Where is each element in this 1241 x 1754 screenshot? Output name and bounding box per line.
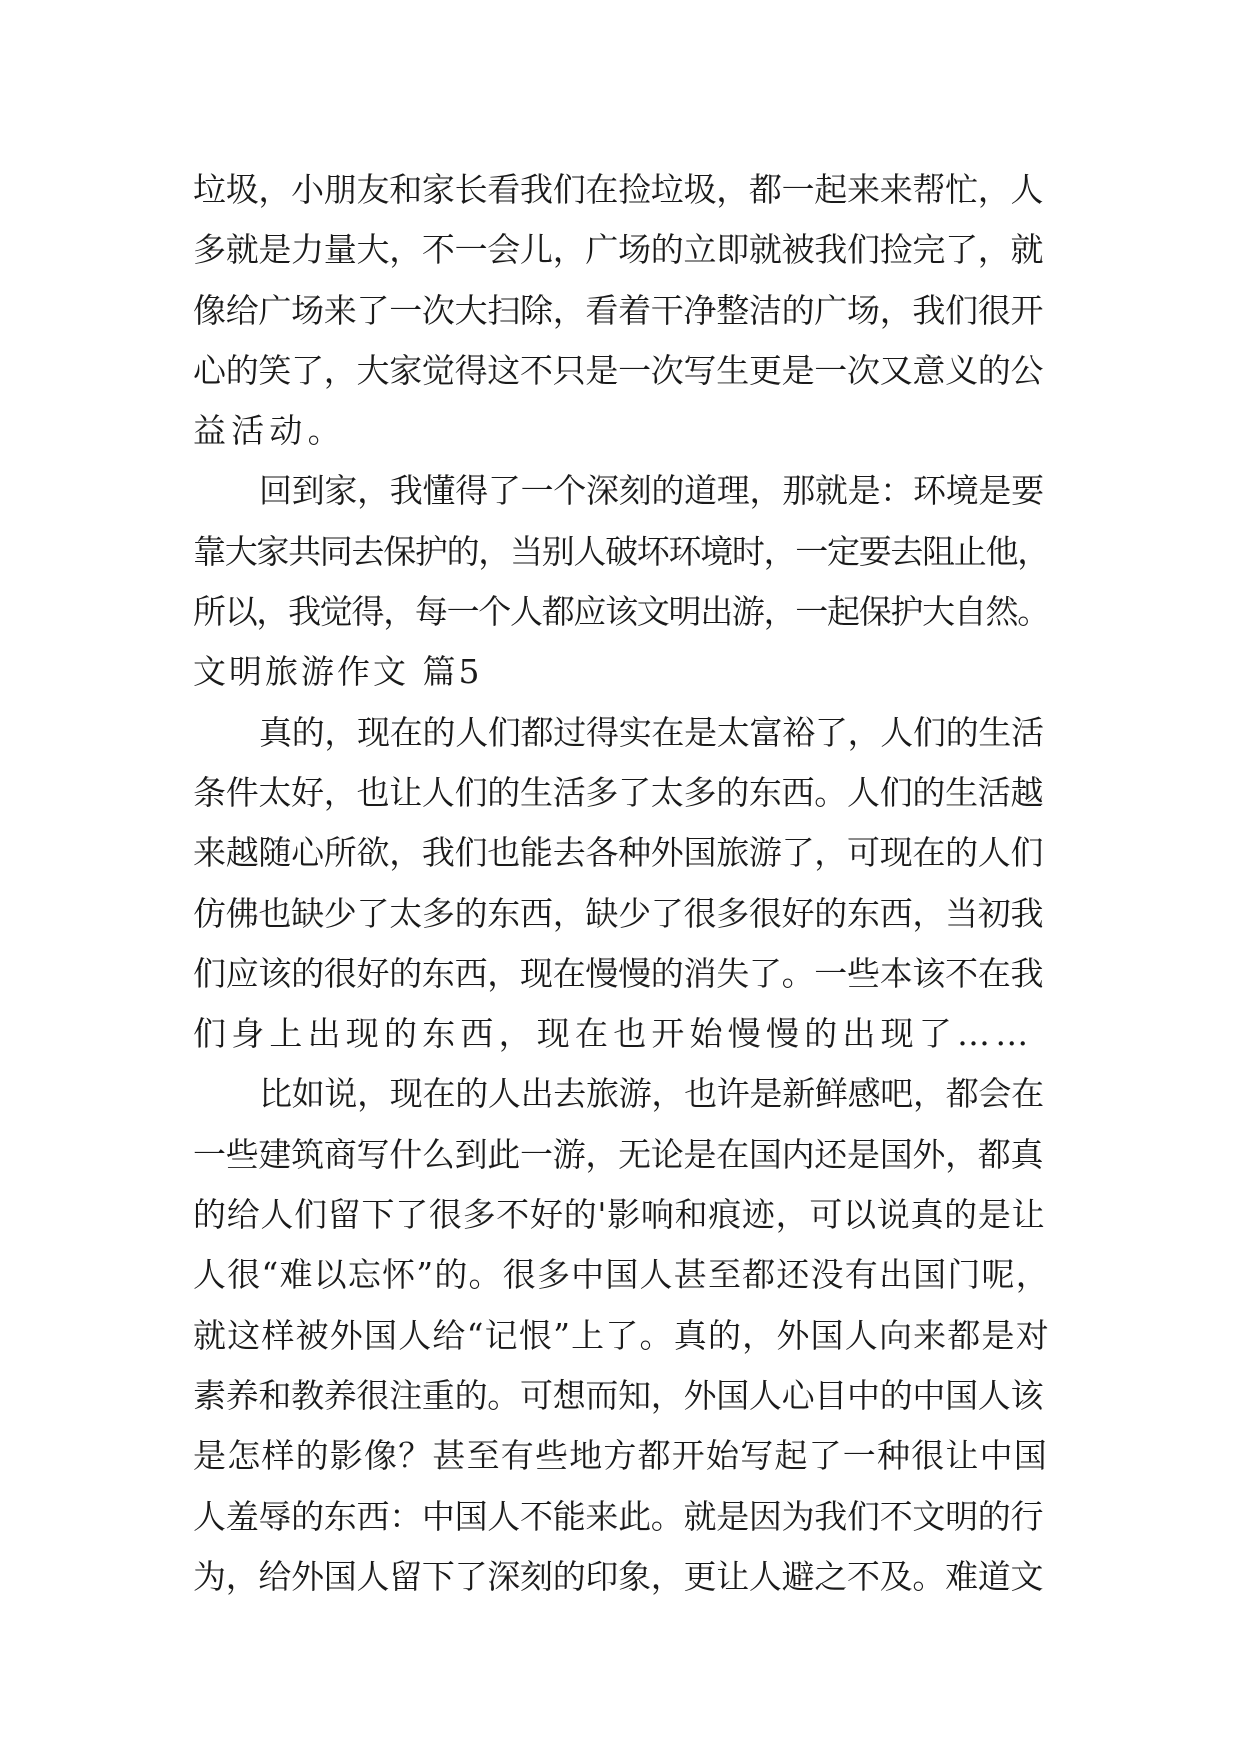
text-line: 条件太好，也让人们的生活多了太多的东西。人们的生活越: [193, 772, 1044, 812]
text-line: 是怎样的影像？甚至有些地方都开始写起了一种很让中国: [193, 1436, 1048, 1476]
text-line: 益活动。: [193, 411, 346, 451]
text-line: 所以，我觉得，每一个人都应该文明出游，一起保护大自然。: [193, 592, 1049, 632]
text-line: 为，给外国人留下了深刻的印象，更让人避之不及。难道文: [193, 1556, 1044, 1596]
text-line: 素养和教养很注重的。可想而知，外国人心目中的中国人该: [193, 1375, 1044, 1415]
text-line: 心的笑了，大家觉得这不只是一次写生更是一次又意义的公: [193, 350, 1044, 390]
document-body: [193, 160, 1051, 1607]
paragraph-start-line: 回到家，我懂得了一个深刻的道理，那就是：环境是要: [259, 471, 1044, 511]
section-heading: 文明旅游作文 篇5: [193, 652, 483, 692]
text-line: 垃圾，小朋友和家长看我们在捡垃圾，都一起来来帮忙，人: [193, 170, 1044, 209]
text-line: 人很“难以忘怀”的。很多中国人甚至都还没有出国门呢，: [193, 1255, 1050, 1295]
paragraph-start-line: 真的，现在的人们都过得实在是太富裕了，人们的生活: [259, 712, 1044, 752]
text-line: 靠大家共同去保护的，当别人破坏环境时，一定要去阻止他，: [193, 531, 1049, 571]
text-line: 多就是力量大，不一会儿，广场的立即就被我们捡完了，就: [193, 230, 1044, 270]
text-line: 像给广场来了一次大扫除，看着干净整洁的广场，我们很开: [193, 290, 1044, 330]
text-line: 们身上出现的东西，现在也开始慢慢的出现了……: [193, 1014, 1034, 1054]
text-line: 来越随心所欲，我们也能去各种外国旅游了，可现在的人们: [193, 833, 1044, 873]
text-line: 就这样被外国人给“记恨”上了。真的，外国人向来都是对: [193, 1315, 1050, 1355]
text-line: 人羞辱的东西：中国人不能来此。就是因为我们不文明的行: [193, 1496, 1044, 1536]
text-line: 们应该的很好的东西，现在慢慢的消失了。一些本该不在我: [193, 953, 1044, 993]
text-line: 的给人们留下了很多不好的'影响和痕迹，可以说真的是让: [193, 1195, 1046, 1235]
text-line: 仿佛也缺少了太多的东西，缺少了很多很好的东西，当初我: [193, 893, 1044, 933]
text-line: 一些建筑商写什么到此一游，无论是在国内还是国外，都真: [193, 1134, 1044, 1174]
paragraph-start-line: 比如说，现在的人出去旅游，也许是新鲜感吧，都会在: [259, 1074, 1044, 1114]
